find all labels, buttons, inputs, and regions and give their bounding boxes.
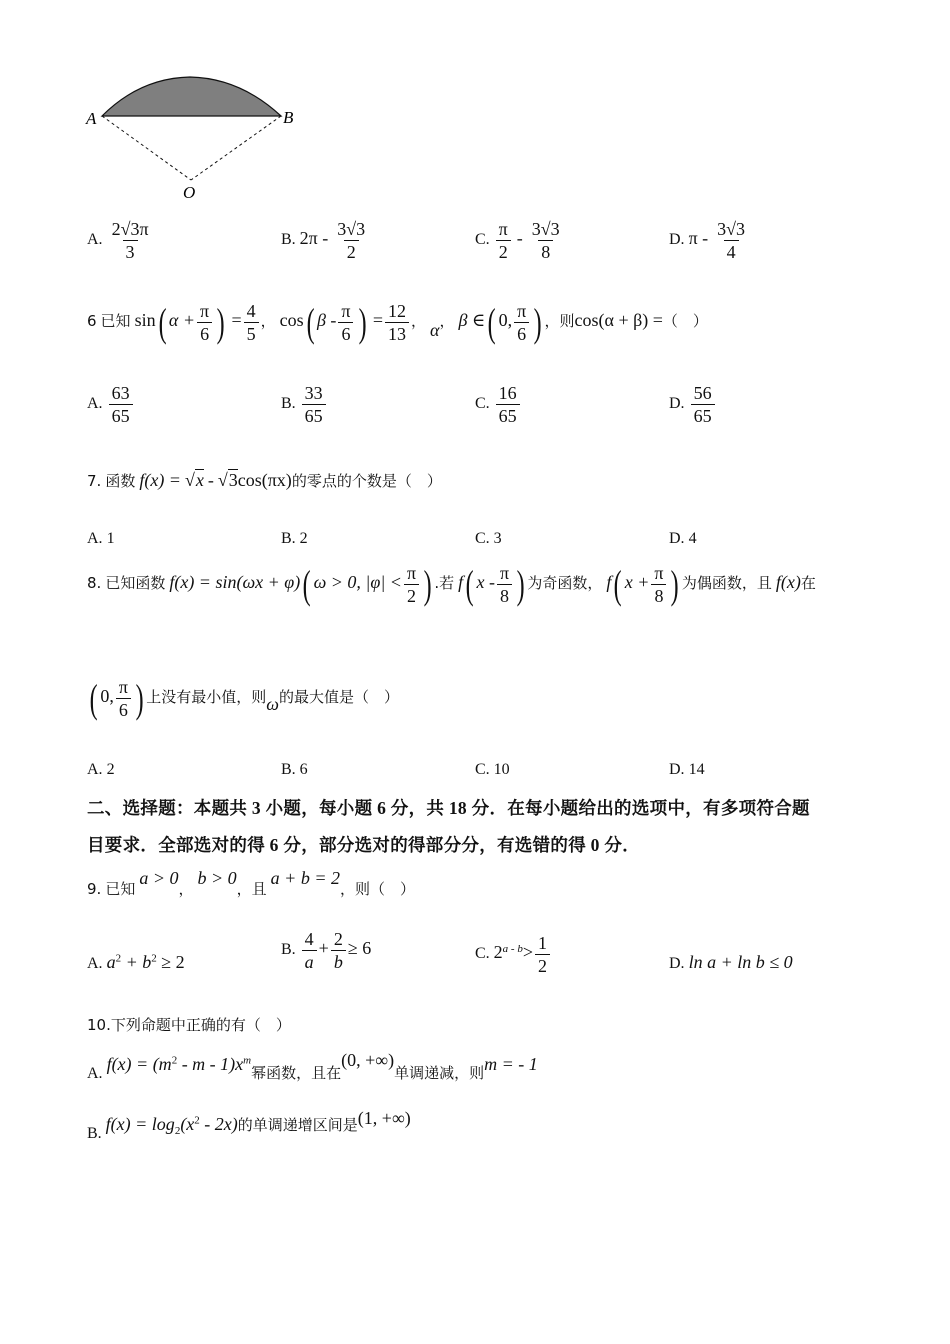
q8-option-a[interactable]: A. 2 bbox=[87, 761, 115, 778]
q10-stem: 10.下列命题中正确的有（ ） bbox=[87, 1016, 291, 1034]
q7-option-d[interactable]: D. 4 bbox=[669, 530, 697, 547]
fraction: $\frac{12}{13}$ bbox=[385, 300, 409, 345]
fraction: $\frac{\pi}{8}$ bbox=[651, 562, 666, 607]
fraction: $\frac{3√3}{4}$ bbox=[717, 219, 746, 262]
fraction: $\frac{16}{65}$ bbox=[496, 382, 520, 427]
q9-option-b[interactable]: B. $\frac{4}{a}$ + $\frac{2}{b}$ ≥ 6 bbox=[281, 929, 372, 972]
fraction: $\frac{\pi}{6}$ bbox=[116, 676, 131, 721]
q6-option-c[interactable]: C. $\frac{16}{65}$ bbox=[475, 382, 522, 427]
q7-option-a[interactable]: A. 1 bbox=[87, 530, 115, 547]
fraction: $\frac{\pi}{2}$ bbox=[496, 218, 511, 263]
shaded-segment bbox=[102, 77, 281, 116]
dashed-line-ob bbox=[191, 116, 281, 180]
fraction: $\frac{\pi}{2}$ bbox=[404, 562, 419, 607]
section2-heading-line1: 二、选择题：本题共 3 小题，每小题 6 分，共 18 分．在每小题给出的选项中，有多项符合题 bbox=[87, 798, 810, 818]
fraction: $\frac{3√3}{8}$ bbox=[531, 219, 560, 262]
q9-option-d[interactable]: D. ln a + ln b ≤ 0 bbox=[669, 952, 793, 972]
q9-option-c[interactable]: C. $2^{a - b}>$ $\frac{1}{2}$ bbox=[475, 932, 552, 977]
q9-option-a[interactable]: A. $a^2 + b^2 \ge 2$ bbox=[87, 952, 185, 972]
q5-option-d[interactable]: D. π - $\frac{3√3}{4}$ bbox=[669, 218, 750, 263]
fraction: $\frac{4}{5}$ bbox=[244, 300, 259, 345]
q8-option-d[interactable]: D. 14 bbox=[669, 761, 705, 778]
q7-option-c[interactable]: C. 3 bbox=[475, 530, 502, 547]
q8-stem-line1: 8. 已知函数 f(x) = sin(ωx + φ)( ω > 0, |φ| < $\frac{\pi}{2}$ ) .若 f( x - $\frac{\pi}{8}$ ) 为奇函数， f( x + $\frac{\pi}{8}$ ) 为偶函数，且 f(x)在 bbox=[87, 561, 816, 607]
q7-option-b[interactable]: B. 2 bbox=[281, 530, 308, 547]
q6-option-d[interactable]: D. $\frac{56}{65}$ bbox=[669, 382, 717, 427]
fraction: $\frac{\pi}{6}$ bbox=[338, 300, 353, 345]
fraction: $\frac{63}{65}$ bbox=[109, 382, 133, 427]
fraction: $\frac{\pi}{8}$ bbox=[497, 562, 512, 607]
q5-option-b[interactable]: B. 2π - $\frac{3√3}{2}$ bbox=[281, 218, 370, 263]
q5-option-c[interactable]: C. $\frac{\pi}{2}$ - $\frac{3√3}{8}$ bbox=[475, 218, 565, 263]
fraction: $\frac{\pi}{6}$ bbox=[197, 300, 212, 345]
q7-stem: 7. 函数 f(x) = √x - √3cos(πx)的零点的个数是（ ） bbox=[87, 470, 442, 490]
q8-option-b[interactable]: B. 6 bbox=[281, 761, 308, 778]
fraction: $\frac{3√3}{2}$ bbox=[337, 219, 366, 262]
fraction: $\frac{\pi}{6}$ bbox=[514, 300, 529, 345]
fraction: $\frac{1}{2}$ bbox=[535, 932, 550, 977]
q5-option-a[interactable]: A. $\frac{2√3\pi}{3}$ bbox=[87, 218, 154, 263]
point-a-label: A bbox=[86, 109, 97, 128]
fraction: $\frac{33}{65}$ bbox=[302, 382, 326, 427]
section2-heading-line2: 目要求．全部选对的得 6 分，部分选对的得部分分，有选错的得 0 分． bbox=[87, 835, 640, 855]
sector-figure bbox=[80, 70, 320, 210]
fraction: $\frac{4}{a}$ bbox=[302, 928, 317, 973]
q8-stem-line2: ( 0, $\frac{\pi}{6}$ ) 上没有最小值，则ω的最大值是（ ） bbox=[89, 675, 399, 721]
fraction: $\frac{56}{65}$ bbox=[691, 382, 715, 427]
q10-option-b[interactable]: B. $f(x) = \log_2(x^2 - 2x)$的单调递增区间是(1, +∞) bbox=[87, 1108, 411, 1142]
q10-option-a[interactable]: A. $f(x) = (m^2 - m - 1)x^m$幂函数，且在(0, +∞)单调递减，则m = - 1 bbox=[87, 1050, 538, 1082]
q6-option-a[interactable]: A. $\frac{63}{65}$ bbox=[87, 382, 135, 427]
dashed-line-oa bbox=[102, 116, 191, 180]
fraction: $\frac{2√3\pi}{3}$ bbox=[111, 219, 149, 262]
q6-stem: 6 已知 sin( α + $\frac{\pi}{6}$ ) = $\frac{4}{5}$ ， cos( β - $\frac{\pi}{6}$ ) = $\frac{12}{13}$ ， α， β ∈( 0, $\frac{\pi}{6}$ ) ，则cos(α + β) =（ ） bbox=[87, 299, 708, 345]
point-o-label: O bbox=[183, 183, 196, 202]
q6-option-b[interactable]: B. $\frac{33}{65}$ bbox=[281, 382, 328, 427]
point-b-label: B bbox=[283, 108, 294, 127]
q8-option-c[interactable]: C. 10 bbox=[475, 761, 510, 778]
fraction: $\frac{2}{b}$ bbox=[331, 928, 346, 973]
q9-stem: 9. 已知 a > 0， b > 0，且 a + b = 2，则（ ） bbox=[87, 868, 415, 898]
